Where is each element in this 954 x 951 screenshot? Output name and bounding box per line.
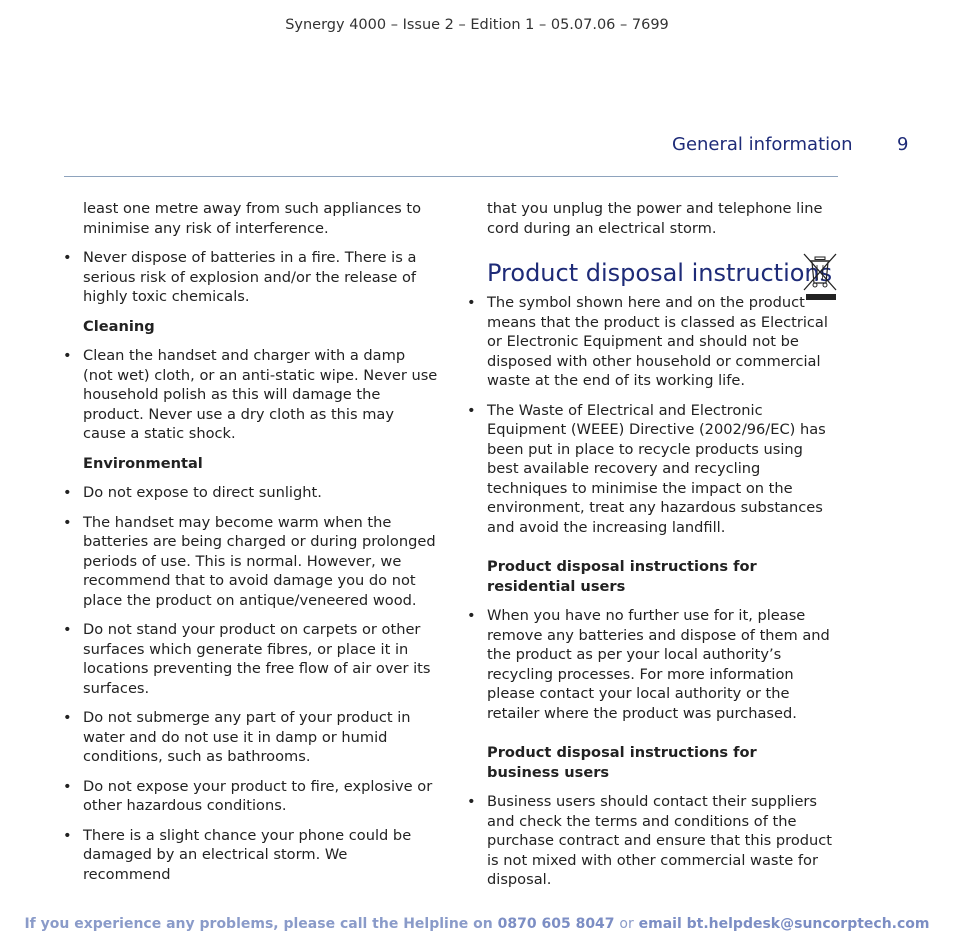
page-number: 9 — [897, 134, 909, 155]
footer-prefix: If you experience any problems, please call the Helpline on — [24, 916, 493, 932]
section-title: General information — [672, 134, 853, 155]
bullet-symbol — [487, 293, 839, 391]
cleaning-heading: Cleaning — [83, 317, 155, 335]
footer-or: or — [619, 916, 634, 932]
helpline-phone: 0870 605 8047 — [497, 916, 615, 932]
bullet-fire: • Do not expose your product to fire, explosive or other hazardous conditions. — [83, 777, 439, 816]
environmental-heading: Environmental — [83, 454, 203, 472]
disposal-heading — [487, 258, 839, 288]
bullet-carpets: • Do not stand your product on carpets or other surfaces which generate fibres, or place it in locations preventing the free flow of air over its surfaces. — [83, 620, 439, 698]
intro-text: least one metre away from such appliances to minimise any risk of interference. — [83, 200, 422, 237]
footer-email-label: email — [638, 916, 682, 932]
document-info-line: Synergy 4000 – Issue 2 – Edition 1 – 05.07.06 – 7699 — [285, 17, 669, 33]
right-column — [487, 199, 839, 900]
bullet-storm: • There is a slight chance your phone could be damaged by an electrical storm. We recommend — [83, 826, 439, 885]
residential-heading-line-1: Product disposal instructions for — [487, 558, 757, 575]
crossed-out-wheelie-bin-icon — [800, 251, 840, 293]
spacer — [487, 547, 839, 557]
header-rule — [64, 176, 838, 177]
bullet-symbol-text: The symbol shown here and on the product means that the product is classed as Electrical or Electronic Equipment and should not be disposed with other household or commercial waste at the end of its working life. — [487, 294, 828, 389]
helpdesk-email: bt.helpdesk@suncorptech.com — [686, 916, 930, 932]
bullet-warm: • The handset may become warm when the batteries are being charged or during prolonged periods of use. This is normal. However, we recommend that to avoid damage you do not place the product on antique/veneered wood. — [83, 513, 439, 611]
disposal-heading-text: Product disposal instructions — [487, 259, 833, 287]
bullet-business: • Business users should contact their suppliers and check the terms and conditions of the purchase contract and ensure that this product is not mixed with other commercial waste for disposal. — [487, 792, 839, 890]
business-heading-line-2: business users — [487, 763, 610, 781]
business-heading-line-1: Product disposal instructions for — [487, 744, 757, 761]
helpline-footer — [0, 916, 954, 932]
left-column — [83, 199, 439, 894]
residential-heading — [487, 557, 839, 596]
business-heading — [487, 743, 839, 782]
residential-heading-line-2: residential users — [487, 577, 626, 595]
bullet-cleaning: • Clean the handset and charger with a damp (not wet) cloth, or an anti-static wipe. Never use household polish as this will damage the product. Never use a dry cloth as this may cause a static shock. — [83, 346, 439, 444]
bullet-residential: • When you have no further use for it, please remove any batteries and dispose of them and the product as per your local authority’s recycling processes. For more information please contact your local authority or the retailer where the product was purchased. — [487, 606, 839, 723]
bullet-weee: • The Waste of Electrical and Electronic Equipment (WEEE) Directive (2002/96/EC) has been put in place to recycle products using best available recovery and recycling techniques to minimise the impact on the environment, treat any hazardous substances and avoid the increasing landfill. — [487, 401, 839, 538]
black-bar-icon — [806, 294, 836, 300]
bullet-water: • Do not submerge any part of your product in water and do not use it in damp or humid conditions, such as bathrooms. — [83, 708, 439, 767]
bullet-sunlight: • Do not expose to direct sunlight. — [83, 483, 439, 503]
spacer — [487, 733, 839, 743]
bullet-batteries: • Never dispose of batteries in a fire. There is a serious risk of explosion and/or the release of highly toxic chemicals. — [83, 248, 439, 307]
continuation-text: that you unplug the power and telephone line cord during an electrical storm. — [487, 200, 823, 237]
